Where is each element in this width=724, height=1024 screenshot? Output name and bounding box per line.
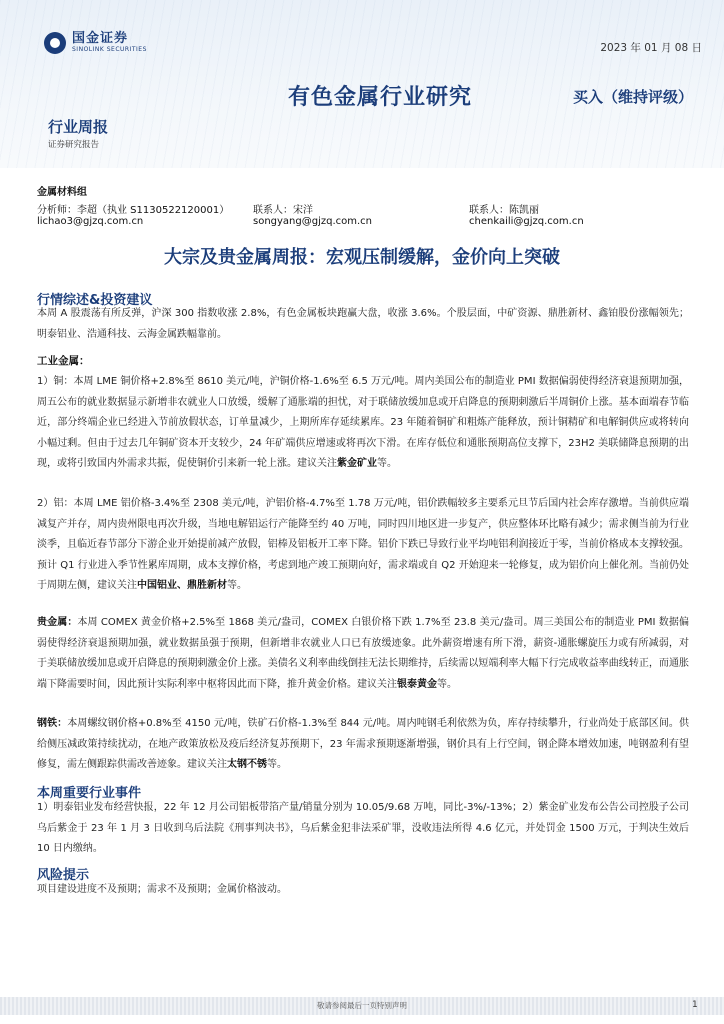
aluminum-end: 等。 [227, 580, 247, 591]
report-headline: 大宗及贵金属周报：宏观压制缓解，金价向上突破 [164, 247, 560, 268]
analyst-group: 金属材料组 [37, 187, 87, 198]
copper-paragraph [37, 372, 689, 475]
aluminum-paragraph [37, 494, 689, 597]
report-type: 行业周报 [48, 118, 109, 136]
steel-label: 钢铁： [37, 718, 68, 729]
precious-label: 贵金属： [37, 617, 78, 628]
analyst-1-email[interactable]: lichao3@gjzq.com.cn [37, 216, 144, 227]
report-date: 2023 年 01 月 08 日 [600, 42, 702, 54]
section-title-overview: 行情综述&投资建议 [37, 293, 153, 308]
aluminum-text: 2）铝：本周 LME 铝价格-3.4%至 2308 美元/吨，沪铝价格-4.7%至 1.78 万元/吨，铝价跌幅较多主要系元旦节后国内社会库存激增。当前供应端减复产并存，周内贵州限电再次升级，当地电解铝运行产能降至约 40 万吨，同时四川地区进一步复产，供应整体环比略有减少；需求侧当前为行业淡季，且临近春节部分下游企业开始提前减产放假，铝棒及铝板开工率下降。铝价下跌已导致行业平均吨铝利润接近于零，当前价格成本支撑较强。预计 Q1 行业进入季节性累库周期，成本支撑价格，考虑到地产竣工预期向好，需求端或自 Q2 开始迎来一轮修复，成为铝价向上催化剂。当前仍处于周期左侧，建议关注 [37, 498, 689, 591]
events-paragraph: 1）明泰铝业发布经营快报，22 年 12 月公司铝板带箔产量/销量分别为 10.05/9.68 万吨，同比-3%/-13%；2）紫金矿业发布公告公司控股子公司乌后紫金于 23 年 1 月 3 日收到乌后法院《刑事判决书》，乌后紫金犯非法采矿罪，没收违法所得 4.6 亿元，并处罚金 1500 万元，于判决生效后 10 日内缴纳。 [37, 802, 689, 854]
logo-text [72, 32, 147, 54]
analyst-2-email[interactable]: songyang@gjzq.com.cn [253, 216, 373, 227]
logo-icon [44, 32, 66, 54]
steel-end: 等。 [267, 759, 287, 770]
analyst-block [37, 183, 697, 231]
analyst-names-row [37, 201, 697, 216]
analyst-3-email[interactable]: chenkaili@gjzq.com.cn [469, 216, 584, 227]
logo-cn: 国金证券 [72, 31, 129, 46]
report-subtitle: 证券研究报告 [48, 140, 100, 150]
precious-text: 本周 COMEX 黄金价格+2.5%至 1868 美元/盎司，COMEX 白银价格下跌 1.7%至 23.8 美元/盎司。周三美国公布的制造业 PMI 数据偏弱使得经济衰退预期加强，就业数据虽强于预期，但新增非农就业人口已有放缓迹象。此外薪资增速有所下滑，薪资-通胀螺旋压力或有所减弱，对于美联储放缓加息或开启降息的预期刺激金价上涨。美债名义利率曲线倒挂无法长期维持，后续需以短端利率大幅下行完成收益率曲线转正，而通胀端下降需要时间，因此预计实际利率中枢将因此而下降，推升黄金价格。建议关注 [37, 617, 689, 690]
risk-paragraph: 项目建设进度不及预期；需求不及预期；金属价格波动。 [37, 884, 287, 895]
analyst-2-name: 联系人：宋洋 [253, 205, 313, 216]
aluminum-pick: 中国铝业、鼎胜新材 [137, 580, 227, 591]
analyst-3-name: 联系人：陈凯丽 [469, 205, 539, 216]
steel-text: 本周螺纹钢价格+0.8%至 4150 元/吨，铁矿石价格-1.3%至 844 元/吨。周内吨钢毛利依然为负，库存持续攀升，行业尚处于底部区间。供给侧压减政策持续扰动，在地产政策放松及疫后经济复苏预期下，23 年需求预期逐渐增强，钢价具有上行空间，钢企降本增效加速，吨钢盈利有望修复，需左侧跟踪供需改善迹象。建议关注 [37, 718, 689, 770]
copper-text: 1）铜：本周 LME 铜价格+2.8%至 8610 美元/吨，沪铜价格-1.6%至 6.5 万元/吨。周内美国公布的制造业 PMI 数据偏弱使得经济衰退预期加强，周五公布的就业数据显示新增非农就业人口放缓，缓解了通胀端的担忧，对于联储放缓加息或开启降息的预期刺激后半周铜价上涨。基本面端春节临近，部分终端企业已经进入节前放假状态，订单量减少，上期所库存延续累库。23 年随着铜矿和粗炼产能释放，预计铜精矿和电解铜供应或将转向小幅过剩。但由于过去几年铜矿资本开支较少，24 年矿端供应增速或将再次下滑。在库存低位和通胀预期高位支撑下，23H2 美联储降息预期的出现，或将引致国内外需求共振，促使铜价引来新一轮上涨。建议关注 [37, 376, 689, 469]
logo-en: SINOLINK SECURITIES [72, 46, 147, 53]
page-title: 有色金属行业研究 [288, 85, 473, 110]
company-logo [44, 32, 147, 54]
copper-end: 等。 [377, 458, 397, 469]
steel-paragraph [37, 714, 689, 776]
analyst-emails-row [37, 216, 697, 231]
footer-disclaimer: 敬请参阅最后一页特别声明 [317, 1001, 407, 1010]
section-title-risk: 风险提示 [37, 868, 90, 883]
analyst-1-name: 分析师：李超（执业 S1130522120001） [37, 205, 230, 216]
precious-end: 等。 [437, 678, 457, 690]
copper-pick: 紫金矿业 [337, 458, 377, 469]
overview-paragraph: 本周 A 股震荡有所反弹，沪深 300 指数收涨 2.8%，有色金属板块跑赢大盘，收涨 3.6%。个股层面，中矿资源、鼎胜新材、鑫铂股份涨幅领先；明泰铝业、浩通科技、云海金属跌幅靠前。 [37, 308, 689, 340]
steel-pick: 太钢不锈 [227, 759, 267, 770]
industrial-metals-title: 工业金属： [37, 355, 90, 367]
rating-label: 买入（维持评级） [573, 88, 694, 106]
section-title-events: 本周重要行业事件 [37, 786, 142, 801]
page-number: 1 [692, 1000, 698, 1010]
precious-pick: 银泰黄金 [397, 678, 437, 690]
precious-metals-paragraph [37, 613, 689, 695]
